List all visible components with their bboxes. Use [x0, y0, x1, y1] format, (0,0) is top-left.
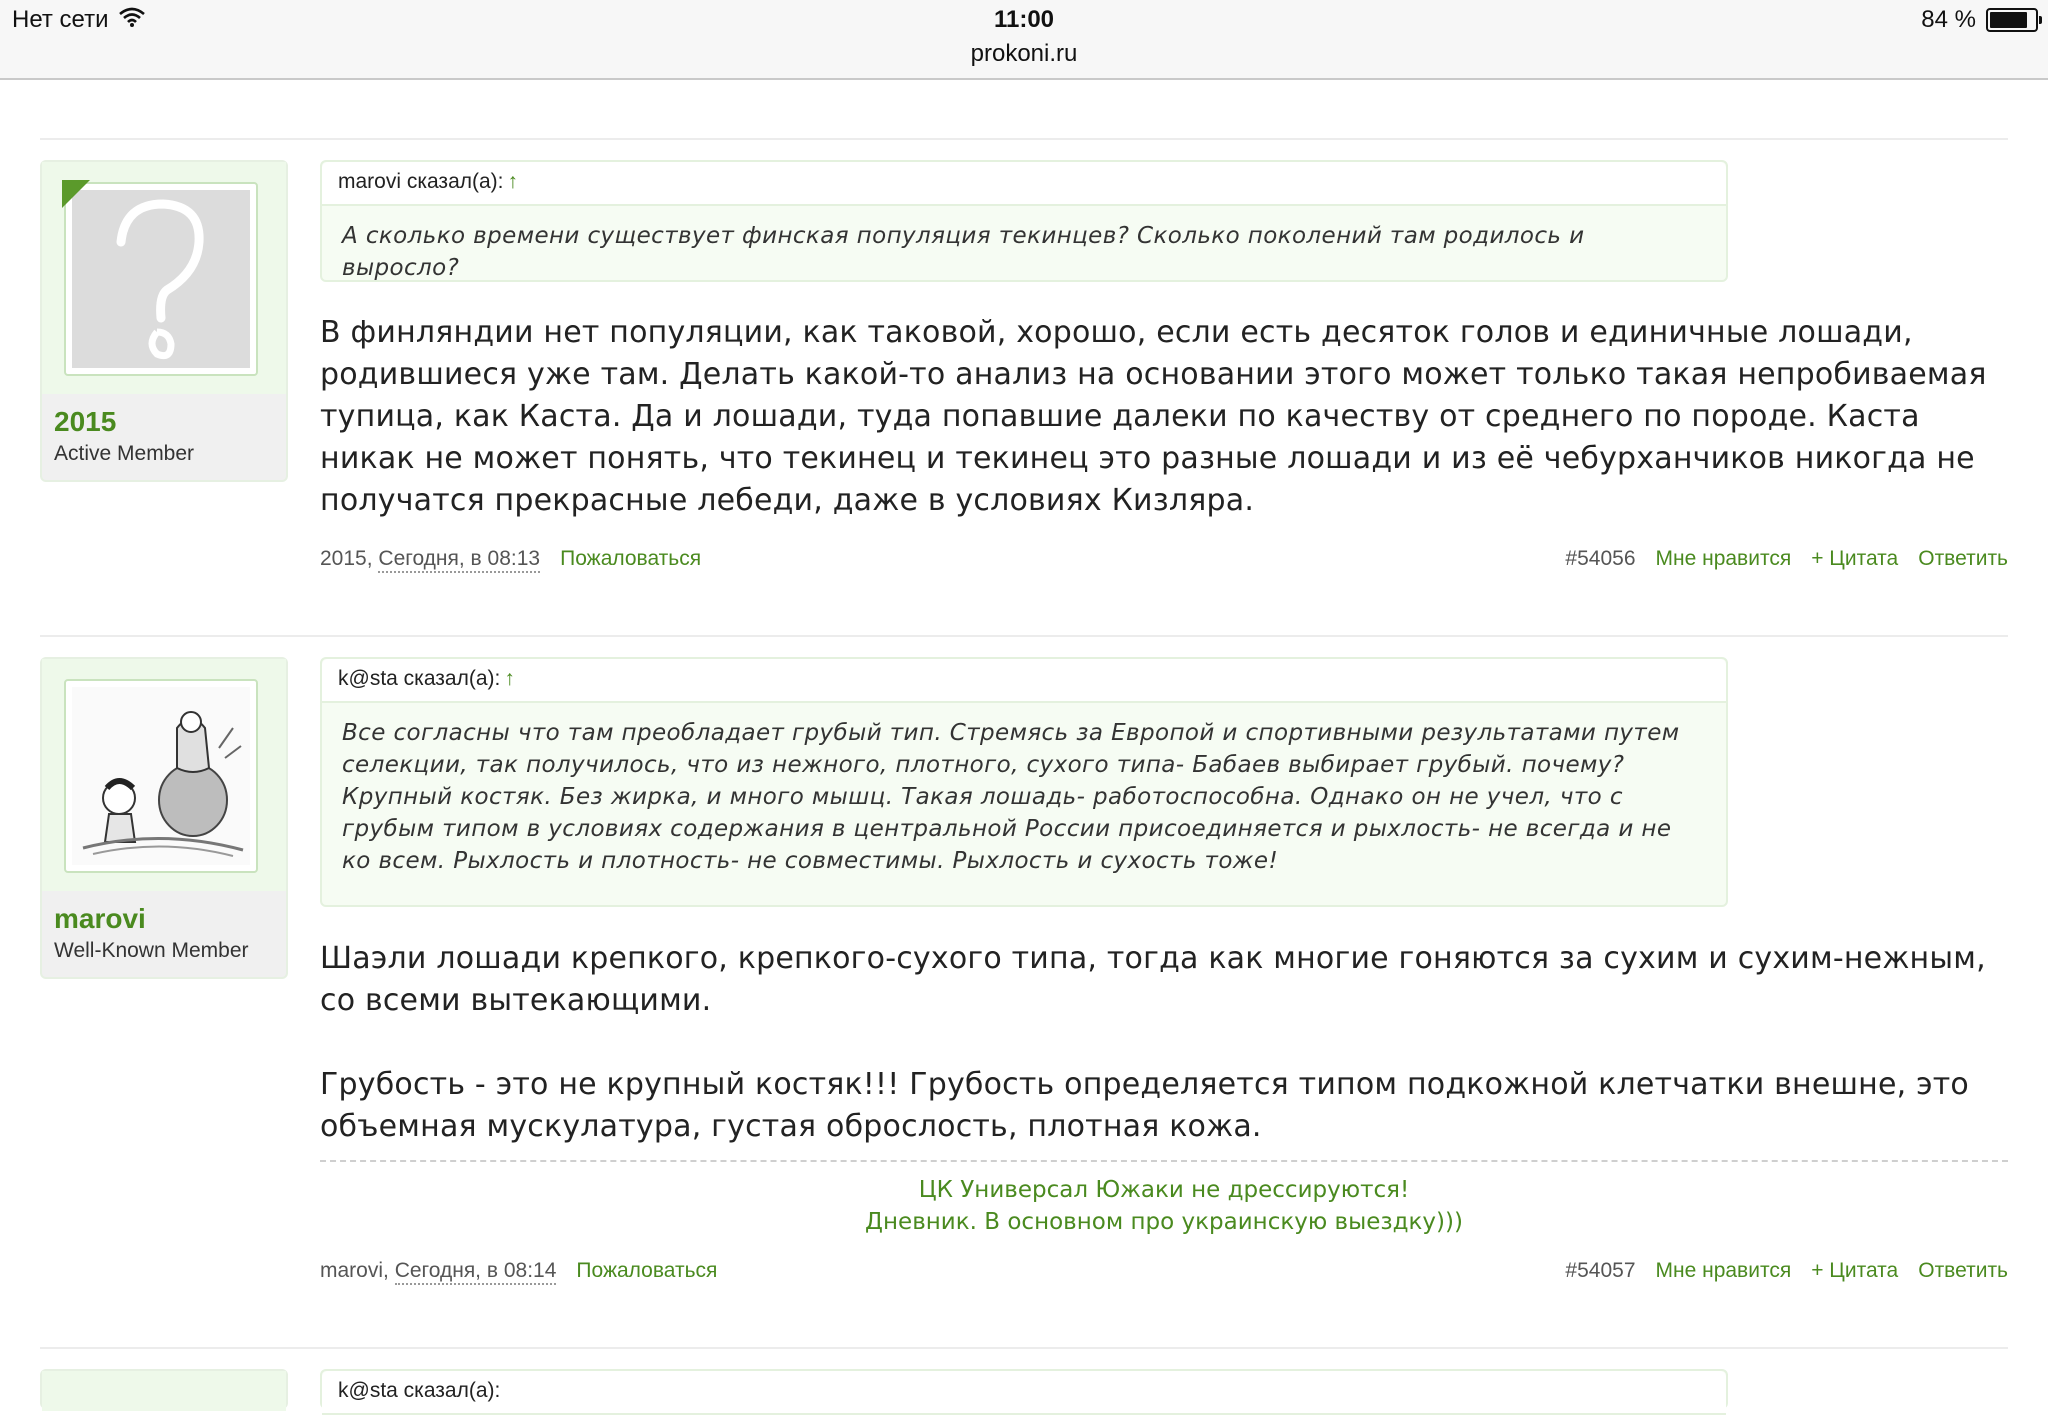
report-link[interactable]: Пожаловаться — [576, 1259, 718, 1282]
default-avatar-icon — [72, 190, 250, 368]
report-link[interactable]: Пожаловаться — [560, 547, 702, 570]
post-divider — [40, 635, 2008, 637]
avatar-area — [42, 162, 286, 394]
quote-author: marovi сказал(а): — [338, 170, 504, 193]
quote-link[interactable]: + Цитата — [1811, 1259, 1899, 1282]
battery-label: 84 % — [1921, 6, 1976, 33]
like-link[interactable]: Мне нравится — [1655, 547, 1792, 570]
signature-link[interactable]: Дневник. В основном про украинскую выездку))) — [865, 1209, 1463, 1235]
username-link[interactable]: marovi — [54, 903, 146, 934]
post-divider — [40, 138, 2008, 140]
user-info-block — [40, 657, 288, 979]
quote-link[interactable]: + Цитата — [1811, 547, 1899, 570]
post-footer — [320, 1259, 2008, 1289]
sketch-avatar-icon — [72, 687, 250, 865]
quote-author: k@sta сказал(а): — [338, 667, 501, 690]
avatar[interactable] — [64, 679, 258, 873]
quote-header — [322, 659, 1726, 703]
arrow-up-icon[interactable]: ↑ — [507, 170, 518, 193]
reply-link[interactable]: Ответить — [1918, 1259, 2008, 1282]
post-author-date — [320, 547, 540, 571]
username-link[interactable]: 2015 — [54, 406, 117, 437]
new-user-corner-marker — [62, 180, 90, 208]
post-author-date — [320, 1259, 556, 1283]
user-info-block — [40, 160, 288, 482]
quote-block — [320, 1369, 1728, 1409]
quote-author: k@sta сказал(а): — [338, 1379, 501, 1402]
post-divider — [40, 1347, 2008, 1349]
clock: 11:00 — [993, 6, 1055, 33]
post-author[interactable]: marovi, — [320, 1259, 389, 1282]
reply-link[interactable]: Ответить — [1918, 547, 2008, 570]
user-info-block — [40, 1369, 288, 1409]
post-footer — [320, 547, 2008, 577]
message-paragraph: Шаэли лошади крепкого, крепкого-сухого типа, тогда как многие гоняются за сухим и сухим-нежным, со всеми вытекающими. — [320, 941, 1986, 1018]
avatar[interactable] — [64, 182, 258, 376]
user-title: Active Member — [54, 442, 195, 465]
avatar-area — [42, 659, 286, 891]
quote-text: Все согласны что там преобладает грубый тип. Стремясь за Европой и спортивными результатами путем селекции, так получилось, что из нежного, плотного, сухого типа- Бабаев выбирает грубый. почему? Крупный костяк. Без жирка, и много мышц. Такая лошадь- работоспособна. Однако он не учел, что с грубым типом в условиях содержания в центральной России присоединяется и рыхлость- не всегда и не ко всем. Рыхлость и плотность- не совместимы. Рыхлость и сухость тоже! — [342, 720, 1680, 874]
signature — [320, 1174, 2008, 1238]
status-bar — [0, 0, 2048, 80]
battery-icon — [1986, 8, 2038, 32]
address-bar[interactable]: prokoni.ru — [970, 40, 1078, 67]
quote-block — [320, 657, 1728, 907]
post-number-link[interactable]: #54057 — [1565, 1259, 1636, 1282]
post-date[interactable]: Сегодня, в 08:13 — [378, 547, 540, 573]
quote-header — [322, 162, 1726, 206]
network-label: Нет сети — [12, 6, 109, 33]
post-author[interactable]: 2015, — [320, 547, 373, 570]
signature-link[interactable]: ЦК Универсал Южаки не дрессируются! — [918, 1177, 1410, 1203]
signature-separator — [320, 1160, 2008, 1162]
like-link[interactable]: Мне нравится — [1655, 1259, 1792, 1282]
battery-status — [1921, 6, 2038, 34]
message-paragraph: В финляндии нет популяции, как таковой, хорошо, если есть десяток голов и единичные лошади, родившиеся уже там. Делать какой-то анализ на основании этого может только такая непробиваемая тупица, как Каста. Да и лошади, туда попавшие далеки по качеству от среднего по породе. Каста никак не может понять, что текинец и текинец это разные лошади и из её чебурханчиков никогда не получатся прекрасные лебеди, даже в условиях Кизляра. — [320, 315, 1987, 518]
quote-block — [320, 160, 1728, 282]
message-text — [320, 312, 2010, 522]
post-date[interactable]: Сегодня, в 08:14 — [395, 1259, 557, 1285]
quote-header — [322, 1371, 1726, 1415]
avatar-area — [42, 1371, 286, 1411]
arrow-up-icon[interactable]: ↑ — [504, 667, 515, 690]
message-paragraph: Грубость - это не крупный костяк!!! Грубость определяется типом подкожной клетчатки внешне, это объемная мускулатура, густая оброслость, плотная кожа. — [320, 1067, 1969, 1144]
post-number-link[interactable]: #54056 — [1565, 547, 1636, 570]
message-text — [320, 938, 2010, 1148]
user-title: Well-Known Member — [54, 939, 249, 962]
quote-text: А сколько времени существует финская популяция текинцев? Сколько поколений там родилось и выросло? — [342, 223, 1585, 281]
